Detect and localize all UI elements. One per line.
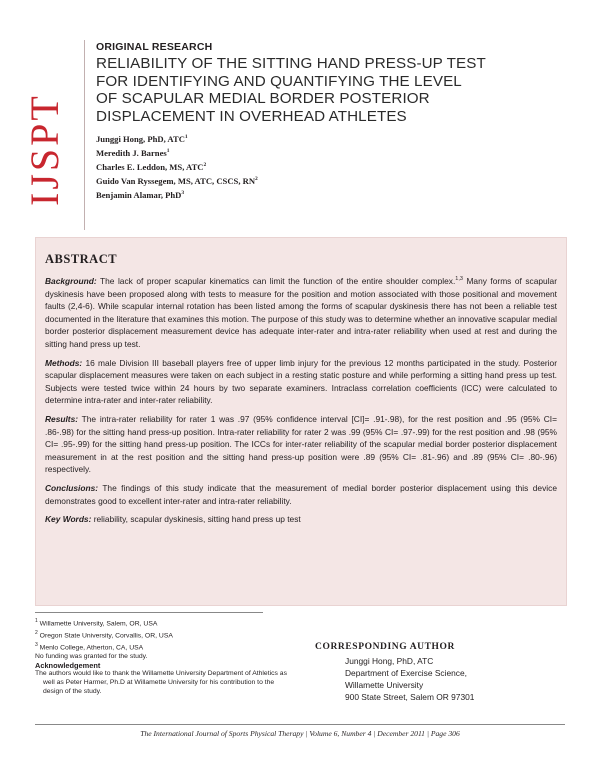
article-title	[96, 55, 586, 125]
journal-logo-text: IJSPT	[22, 93, 67, 206]
funding-note: No funding was granted for the study.	[35, 652, 148, 660]
affiliation: $^2$ Oregon State University, Corvallis, OR, USA	[35, 629, 173, 640]
author: Benjamin Alamar, PhD$^3$	[96, 189, 185, 200]
header-divider	[84, 40, 85, 230]
corresponding-author	[315, 642, 565, 703]
corresponding-heading: CORRESPONDING AUTHOR	[315, 642, 455, 652]
footer-rule	[35, 724, 565, 725]
author: Junggi Hong, PhD, ATC$^1$	[96, 134, 188, 145]
article-header	[96, 41, 586, 201]
author: Meredith J. Barnes$^1$	[96, 148, 170, 159]
affiliation: $^1$ Willamette University, Salem, OR, USA	[35, 618, 158, 628]
abstract-conclusions: Conclusions: The findings of this study indicate that the measurement of medial border posterior displacement using this device demonstrates good to excellent inter-rater and intra-rater reliability.	[45, 482, 557, 506]
abstract-background: Background: The lack of proper scapular kinematics can limit the function of the entire shoulder complex.$^{1,3}$ Many forms of scapular dyskinesis have been proposed along with tests to measure for the position and motion associated with those positional and movement faults (2,4-6). While scapular internal rotation has been listed among the forms of scapular dyskinesis there has not been a reliable test documented in the literature that examines this motion. The purpose of this study was to determine whether an innovative scapular medial border posterior displacement measurement device has adequate inter-rater and intra-rater reliability when used at rest and during the sitting hand press up test.	[45, 276, 558, 349]
abstract-keywords: Key Words: reliability, scapular dyskinesis, sitting hand press up test	[45, 514, 301, 525]
affiliation: $^3$ Menlo College, Atherton, CA, USA	[35, 641, 144, 652]
background-label: Background:	[45, 276, 97, 286]
corresponding-line: Department of Exercise Science,	[345, 668, 467, 678]
abstract-results: Results: The intra-rater reliability for rater 1 was .97 (95% confidence interval [CI]= .91-.98), for the rest position and .95 (95% CI= .86-.98) for the sitting hand press-up position. Intra-rater reliability for rater 2 was .99 (95% CI= .97-.99) for the rest position and .98 (95% CI= .95-.99) for the sitting hand press-up position. The ICCs for inter-rater reliability of the scapular medial border posterior displacement measurement in at the rest position and the sitting hand press-up position were .89 (95% CI= .81-.96) and .89 (95% CI= .80-.96) respectively.	[45, 413, 557, 475]
corresponding-line: Willamette University	[345, 680, 424, 690]
journal-logo	[20, 40, 68, 210]
abstract-box	[35, 237, 567, 606]
keywords-label: Key Words:	[45, 514, 92, 525]
footnote-rule	[35, 612, 263, 613]
title-line: OF SCAPULAR MEDIAL BORDER POSTERIOR	[96, 90, 430, 108]
acknowledgement-text: The authors would like to thank the Willamette University Department of Athletics as well as Peter Harmer, Ph.D at Willamette University for his contribution to the design of the study.	[35, 670, 287, 695]
abstract-heading: ABSTRACT	[45, 252, 118, 266]
title-line: DISPLACEMENT IN OVERHEAD ATHLETES	[96, 107, 407, 125]
acknowledgement-heading: Acknowledgement	[35, 660, 101, 670]
results-label: Results:	[45, 413, 79, 424]
corresponding-line: 900 State Street, Salem OR 97301	[345, 692, 475, 702]
author: Charles E. Leddon, MS, ATC$^2$	[96, 161, 207, 172]
methods-label: Methods:	[45, 357, 83, 368]
author-list	[96, 131, 586, 200]
corresponding-line: Junggi Hong, PhD, ATC	[345, 656, 434, 666]
page-footer: The International Journal of Sports Physical Therapy | Volume 6, Number 4 | December 2011 | Page 306	[140, 729, 460, 738]
title-line: FOR IDENTIFYING AND QUANTIFYING THE LEVEL	[96, 72, 462, 90]
conclusions-label: Conclusions:	[45, 482, 99, 493]
abstract-methods: Methods: 16 male Division III baseball players free of upper limb injury for the previous 12 months participated in the study. Posterior scapular displacement measures were taken on each subject in a resting static posture and while performing a sitting hand press up test. Subjects were tested twice within 24 hours by two separate examiners. Intraclass correlation coefficients (ICC) were calculated to determine intra-rater and inter-rater reliability.	[45, 357, 557, 406]
author: Guido Van Ryssegem, MS, ATC, CSCS, $RN^2$	[96, 175, 258, 186]
footnotes	[35, 612, 290, 696]
section-label: ORIGINAL RESEARCH	[96, 41, 213, 53]
title-line: RELIABILITY OF THE SITTING HAND PRESS-UP TEST	[96, 55, 486, 72]
